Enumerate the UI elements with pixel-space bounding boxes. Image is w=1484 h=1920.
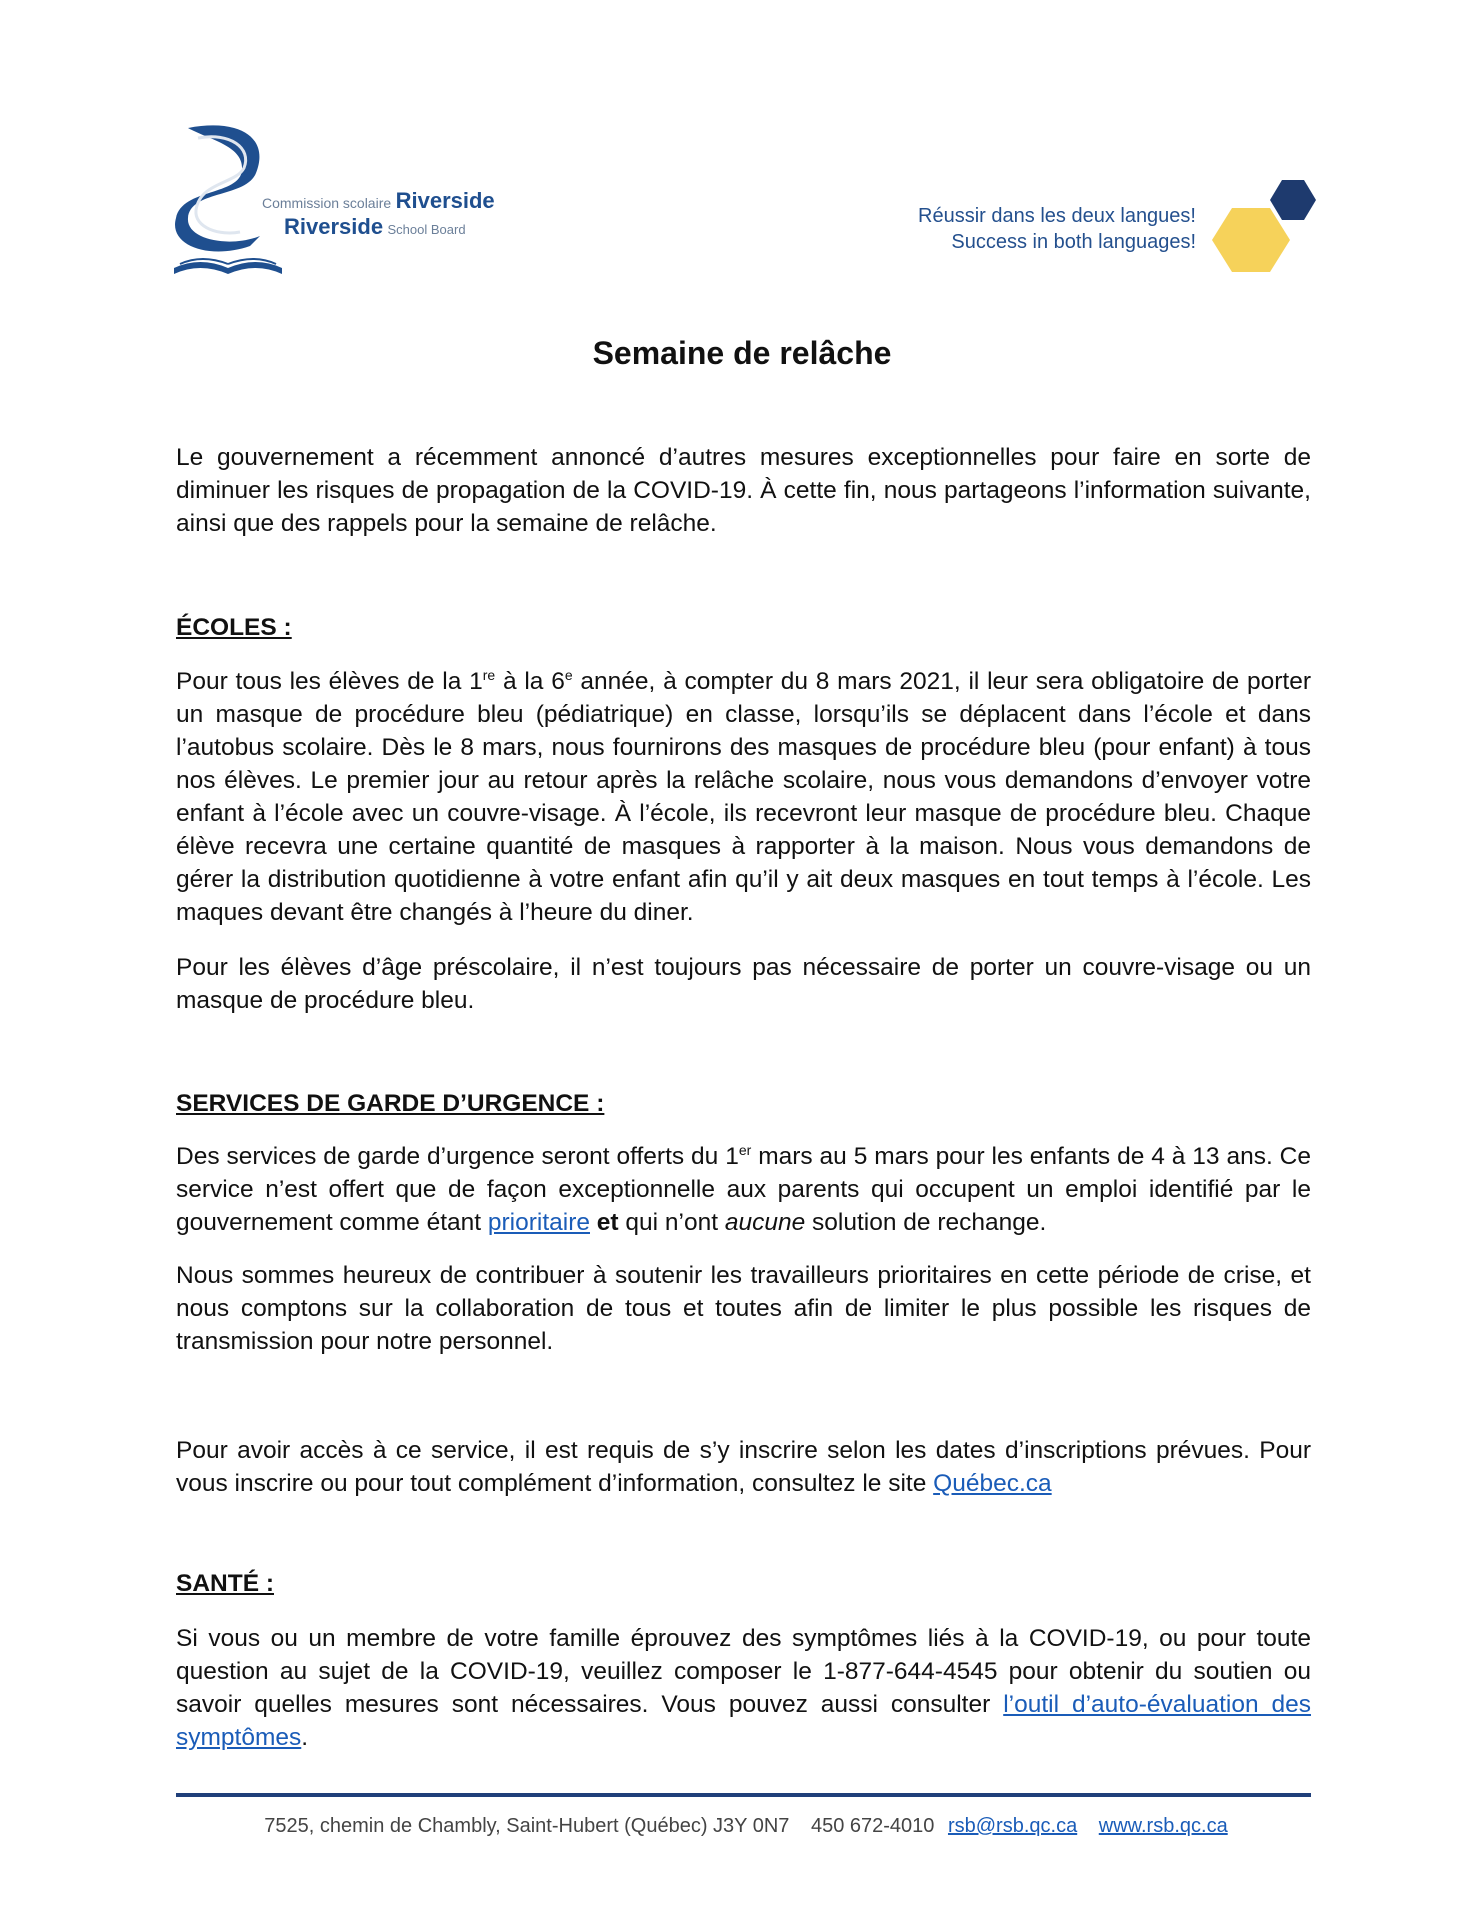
- superscript: re: [482, 666, 496, 683]
- text-run: solution de rechange.: [805, 1209, 1047, 1236]
- garde-paragraph-3: [176, 1434, 1311, 1500]
- text-run: .: [301, 1724, 309, 1751]
- sante-paragraph-1: [176, 1622, 1311, 1754]
- footer: [0, 1815, 1484, 1838]
- quebec-ca-link[interactable]: Québec.ca: [933, 1470, 1052, 1497]
- superscript: er: [738, 1141, 752, 1158]
- hexagon-logo-icon: [1210, 178, 1320, 278]
- footer-website-link[interactable]: www.rsb.qc.ca: [1098, 1815, 1228, 1837]
- prioritaire-link[interactable]: prioritaire: [487, 1209, 590, 1236]
- text-run: Pour tous les élèves de la 1: [176, 668, 483, 695]
- text-run: Si vous ou un membre de votre famille éprouvez des symptômes liés à la COVID-19, ou pour toute question au sujet de la COVID-19, veuillez composer le 1-877-644-4545 pour obtenir du soutien ou savoir quelles mesures sont nécessaires. Vous pouvez aussi consulter: [176, 1625, 1311, 1718]
- page-title: Semaine de relâche: [592, 335, 892, 371]
- riverside-logo: [170, 118, 510, 283]
- footer-address: 7525, chemin de Chambly, Saint-Hubert (Québec) J3Y 0N7: [264, 1815, 790, 1837]
- garde-paragraph-2: Nous sommes heureux de contribuer à soutenir les travailleurs prioritaires en cette période de crise, et nous comptons sur la collaboration de tous et toutes afin de limiter le plus possible les risques de transmission pour notre personnel.: [176, 1262, 1311, 1355]
- logo-line-1: [262, 188, 495, 214]
- ecoles-paragraph-2: Pour les élèves d’âge préscolaire, il n’est toujours pas nécessaire de porter un couvre-visage ou un masque de procédure bleu.: [176, 954, 1311, 1014]
- superscript: e: [564, 666, 573, 683]
- footer-divider: [176, 1793, 1311, 1797]
- section-heading-ecoles: ÉCOLES :: [176, 614, 292, 641]
- text-run: mars au 5 mars pour les enfants de 4 à 13 ans. Ce service n’est offert que de façon exceptionnelle aux parents qui occupent un emploi identifié par le gouvernement comme étant: [176, 1143, 1311, 1236]
- auto-evaluation-link[interactable]: l’outil d’auto-évaluation des symptômes: [176, 1691, 1311, 1751]
- footer-phone: 450 672-4010: [810, 1815, 935, 1837]
- text-run: année, à compter du 8 mars 2021, il leur sera obligatoire de porter un masque de procédure bleu (pédiatrique) en classe, lorsqu’ils se déplacent dans l’école et dans l’autobus scolaire. Dès le 8 mars, nous fournirons des masques de procédure bleu (pour enfant) à tous nos élèves. Le premier jour au retour après la relâche scolaire, nous vous demandons d’envoyer votre enfant à l’école avec un couvre-visage. À l’école, ils recevront leur masque de procédure bleu. Chaque élève recevra une certaine quantité de masques à rapporter à la maison. Nous vous demandons de gérer la distribution quotidienne à votre enfant afin qu’il y ait deux masques en tout temps à l’école. Les maques devant être changés à l’heure du diner.: [176, 668, 1311, 926]
- footer-email-link[interactable]: rsb@rsb.qc.ca: [947, 1815, 1078, 1837]
- text-run-bold: et: [590, 1209, 619, 1236]
- logo-commission-text: Commission scolaire: [262, 195, 392, 211]
- text-run-italic: aucune: [724, 1209, 806, 1236]
- logo-riverside-text: Riverside: [395, 188, 495, 213]
- tagline-en: Success in both languages!: [951, 231, 1196, 253]
- garde-paragraph-1: [176, 1140, 1311, 1239]
- ecoles-paragraph-1: [176, 665, 1311, 929]
- tagline: [918, 203, 1196, 255]
- text-run: Pour avoir accès à ce service, il est requis de s’y inscrire selon les dates d’inscriptions prévues. Pour vous inscrire ou pour tout complément d’information, consultez le site: [176, 1437, 1311, 1497]
- text-run: qui n’ont: [618, 1209, 725, 1236]
- logo-riverside-text-2: Riverside: [284, 214, 384, 239]
- text-run: à la 6: [495, 668, 565, 695]
- text-run: Des services de garde d’urgence seront offerts du 1: [176, 1143, 739, 1170]
- section-heading-garde: SERVICES DE GARDE D’URGENCE :: [176, 1090, 605, 1117]
- logo-school-board-text: School Board: [387, 222, 466, 237]
- section-heading-sante: SANTÉ :: [176, 1570, 274, 1597]
- logo-line-2: [284, 214, 466, 240]
- tagline-fr: Réussir dans les deux langues!: [918, 205, 1196, 227]
- intro-paragraph: Le gouvernement a récemment annoncé d’autres mesures exceptionnelles pour faire en sorte de diminuer les risques de propagation de la COVID-19. À cette fin, nous partageons l’information suivante, ainsi que des rappels pour la semaine de relâche.: [176, 444, 1311, 537]
